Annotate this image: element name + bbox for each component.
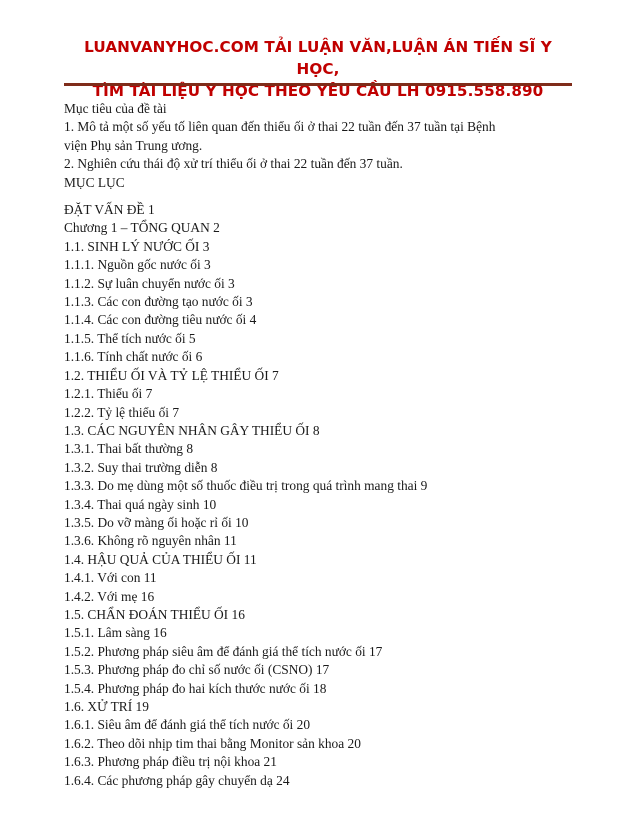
toc-entry: 1.2. THIỂU ỐI VÀ TỶ LỆ THIỂU ỐI 7 — [64, 367, 279, 383]
toc-entry: 1.3.3. Do mẹ dùng một số thuốc điều trị trong quá trình mang thai 9 — [64, 478, 428, 494]
toc-entry: 1.3.6. Không rõ nguyên nhân 11 — [64, 533, 237, 549]
toc-entry: 1.1.6. Tính chất nước ối 6 — [64, 349, 203, 365]
toc-entry: 1.5.3. Phương pháp đo chỉ số nước ối (CSNO) 17 — [64, 662, 330, 678]
toc-entry: 1.6.1. Siêu âm để đánh giá thể tích nước ối 20 — [64, 717, 311, 733]
toc-entry: 1.1.3. Các con đường tạo nước ối 3 — [64, 294, 253, 310]
site-banner — [60, 36, 576, 102]
toc-entry: 1.6.4. Các phương pháp gây chuyển dạ 24 — [64, 772, 290, 788]
toc-entry: 1.5.2. Phương pháp siêu âm để đánh giá thể tích nước ối 17 — [64, 643, 383, 659]
toc-entry: 1.4.1. Với con 11 — [64, 570, 157, 586]
toc-entry: 1.6.3. Phương pháp điều trị nội khoa 21 — [64, 754, 277, 770]
toc-entry: 1.3.2. Suy thai trường diễn 8 — [64, 459, 218, 475]
toc-entry: 1.6. XỬ TRÍ 19 — [64, 699, 149, 714]
objectives-heading: Mục tiêu của đề tài — [64, 101, 167, 116]
objective-2: 2. Nghiên cứu thái độ xử trí thiểu ối ở thai 22 tuần đến 37 tuần. — [64, 156, 403, 172]
toc-entry: 1.1.4. Các con đường tiêu nước ối 4 — [64, 312, 257, 328]
objective-1-line-1: 1. Mô tả một số yếu tố liên quan đến thiểu ối ở thai 22 tuần đến 37 tuần tại Bệnh — [64, 119, 496, 135]
banner-line-2: TÌM TÀI LIỆU Y HỌC THEO YÊU CẦU LH 0915.558.890 — [92, 82, 544, 100]
toc-entry: 1.2.1. Thiểu ối 7 — [64, 386, 153, 402]
toc-entry: 1.2.2. Tỷ lệ thiểu ối 7 — [64, 404, 180, 420]
banner-line-1: LUANVANYHOC.COM TẢI LUẬN VĂN,LUẬN ÁN TIẾN SĨ Y HỌC, — [84, 38, 552, 78]
toc-entry: 1.5.1. Lâm sàng 16 — [64, 625, 167, 641]
toc-entry: 1.1. SINH LÝ NƯỚC ỐI 3 — [64, 238, 210, 254]
toc-entry: 1.1.1. Nguồn gốc nước ối 3 — [64, 257, 211, 273]
toc-entry: 1.6.2. Theo dõi nhịp tim thai bằng Monitor sản khoa 20 — [64, 735, 361, 751]
toc-entry: 1.3.5. Do vỡ màng ối hoặc rỉ ối 10 — [64, 514, 249, 530]
toc-entry: Chương 1 – TỔNG QUAN 2 — [64, 220, 220, 236]
document-body — [64, 100, 584, 790]
objective-1-line-2: viện Phụ sản Trung ương. — [64, 137, 203, 153]
toc-entry: 1.3. CÁC NGUYÊN NHÂN GÂY THIỂU ỐI 8 — [64, 422, 320, 438]
toc-entry: 1.1.5. Thể tích nước ối 5 — [64, 330, 196, 346]
table-of-contents — [64, 201, 584, 790]
intro-section — [64, 100, 584, 192]
toc-heading: MỤC LỤC — [64, 174, 125, 190]
toc-entry: 1.4. HẬU QUẢ CỦA THIỂU ỐI 11 — [64, 551, 257, 567]
toc-entry: 1.5. CHẨN ĐOÁN THIỂU ỐI 16 — [64, 606, 245, 622]
toc-entry: ĐẶT VẤN ĐỀ 1 — [64, 202, 155, 218]
toc-entry: 1.4.2. Với mẹ 16 — [64, 588, 155, 604]
section-gap — [64, 192, 584, 201]
toc-entry: 1.3.4. Thai quá ngày sinh 10 — [64, 496, 217, 512]
toc-entry: 1.3.1. Thai bất thường 8 — [64, 441, 194, 457]
toc-entry: 1.5.4. Phương pháp đo hai kích thước nước ối 18 — [64, 680, 327, 696]
toc-entry: 1.1.2. Sự luân chuyển nước ối 3 — [64, 275, 235, 291]
banner-divider — [64, 83, 572, 86]
